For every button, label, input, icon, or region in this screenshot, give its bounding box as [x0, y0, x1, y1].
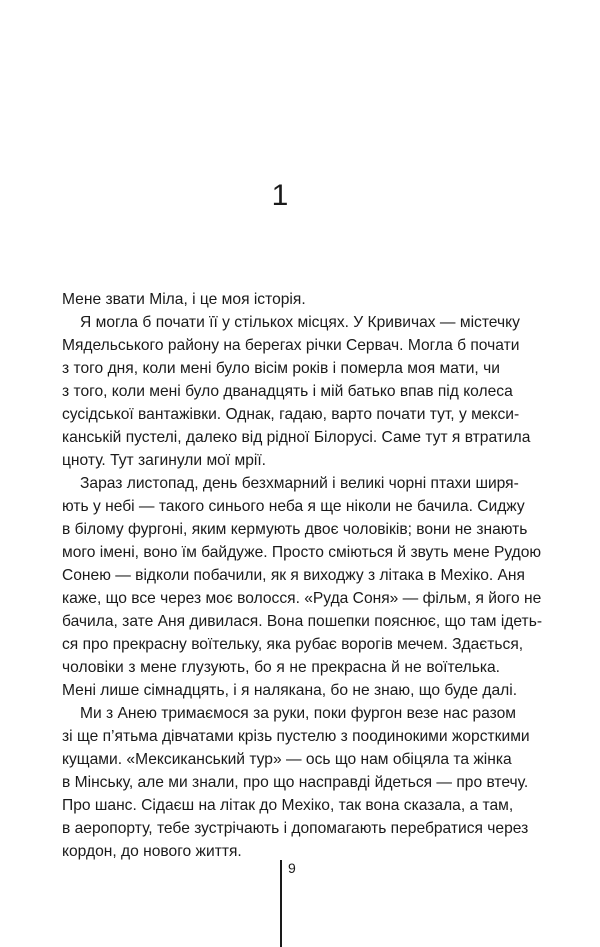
text-line: кущами. «Мексиканський тур» — ось що нам обіцяла та жінка — [62, 751, 512, 768]
text-line: Зараз листопад, день безхмарний і великі чорні птахи ширя- — [80, 475, 519, 492]
text-line: ють у небі — такого синього неба я ще ніколи не бачила. Сиджу — [62, 498, 525, 515]
text-line: з того, коли мені було дванадцять і мій батько впав під колеса — [62, 383, 513, 400]
text-line: ся про прекрасну воїтельку, яка рубає ворогів мечем. Здається, — [62, 636, 524, 653]
text-line: мого імені, воно їм байдуже. Просто сміються й звуть мене Рудою — [62, 544, 542, 561]
chapter-number: 1 — [271, 179, 289, 212]
text-line: Мене звати Міла, і це моя історія. — [62, 291, 306, 308]
text-line: кордон, до нового життя. — [62, 843, 242, 860]
text-line: з того дня, коли мені було вісім років і померла моя мати, чи — [62, 360, 500, 377]
text-line: Я могла б почати її у стількох місцях. У Кривичах — містечку — [80, 314, 520, 331]
text-line: Про шанс. Сідаєш на літак до Мехіко, так вона сказала, а там, — [62, 797, 514, 814]
text-line: цноту. Тут загинули мої мрії. — [62, 452, 267, 469]
text-line: в Мінську, але ми знали, про що насправді йдеться — про втечу. — [62, 774, 529, 791]
text-line: зі ще п’ятьма дівчатами крізь пустелю з поодинокими жорсткими — [62, 728, 530, 745]
text-line: чоловіки з мене глузують, бо я не прекрасна й не воїтелька. — [62, 659, 500, 676]
text-line: Ми з Анею тримаємося за руки, поки фургон везе нас разом — [80, 705, 516, 722]
footer-divider — [280, 860, 282, 947]
text-line: Мядельського району на берегах річки Сервач. Могла б почати — [62, 337, 520, 354]
text-line: каже, що все через моє волосся. «Руда Соня» — фільм, я його не — [62, 590, 542, 607]
text-line: в аеропорту, тебе зустрічають і допомагають перебратися через — [62, 820, 529, 837]
text-line: сусідської вантажівки. Однак, гадаю, варто почати тут, у мекси- — [62, 406, 520, 423]
text-line: Сонею — відколи побачили, як я виходжу з літака в Мехіко. Аня — [62, 567, 525, 584]
page-number: 9 — [288, 860, 296, 876]
text-line: бачила, зате Аня дивилася. Вона пошепки пояснює, що там ідеть- — [62, 613, 543, 630]
text-line: Мені лише сімнадцять, і я налякана, бо не знаю, що буде далі. — [62, 682, 518, 699]
text-line: канській пустелі, далеко від рідної Білорусі. Саме тут я втратила — [62, 429, 531, 446]
text-line: в білому фургоні, яким кермують двоє чоловіків; вони не знають — [62, 521, 528, 538]
